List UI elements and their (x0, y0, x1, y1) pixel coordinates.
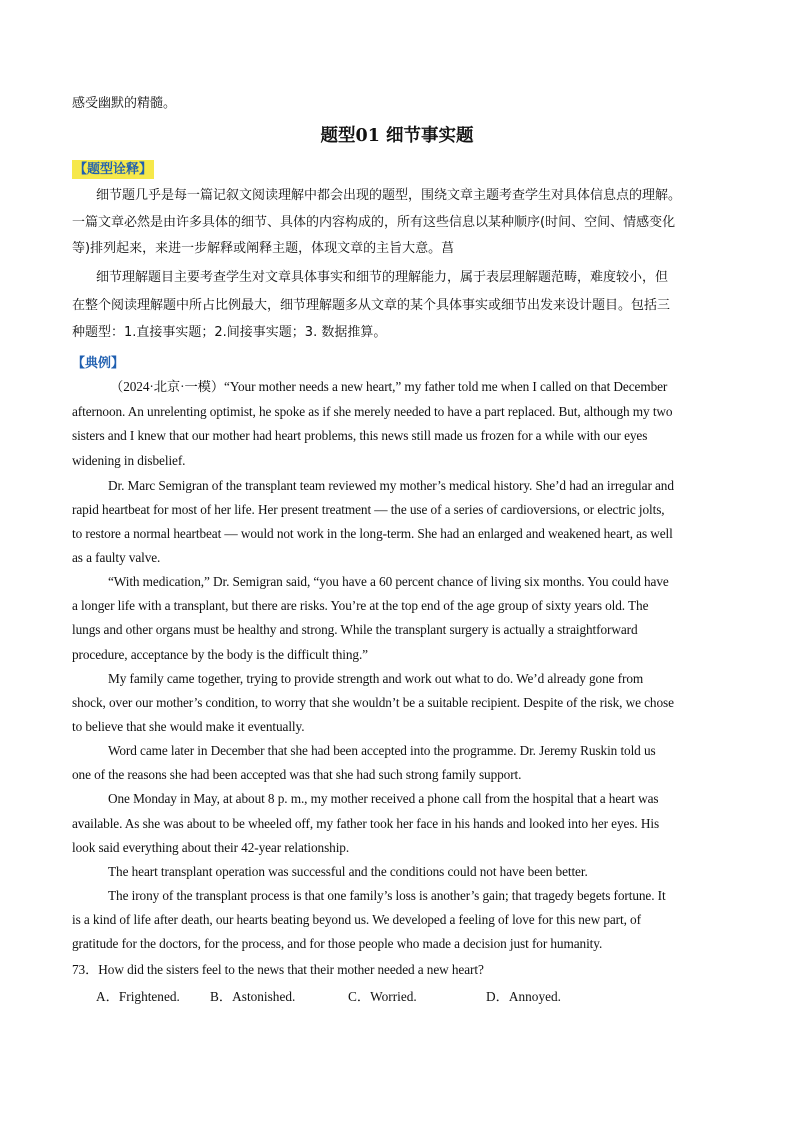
option-d[interactable]: D．Annoyed. (486, 989, 561, 1004)
intro-line: 在整个阅读理解题中所占比例最大，细节理解题多从文章的某个具体事实或细节出发来设计题目。包括三 (72, 298, 671, 313)
intro-line: 等)排列起来，来进一步解释或阐释主题，体现文章的主旨大意。菖 (72, 241, 455, 256)
passage-line: a longer life with a transplant, but there are risks. You’re at the top end of the age group of sixty years old. The (72, 598, 649, 613)
passage-line: available. As she was about to be wheeled off, my father took her face in his hands and looked into her eyes. His (72, 816, 660, 831)
passage-line: One Monday in May, at about 8 p. m., my mother received a phone call from the hospital that a heart was (108, 791, 659, 806)
intro-line: 一篇文章必然是由许多具体的细节、具体的内容构成的，所有这些信息以某种顺序(时间、空间、情感变化 (72, 215, 676, 230)
intro-line: 种题型：1.直接事实题；2.间接事实题；3. 数据推算。 (72, 325, 387, 340)
passage-line: rapid heartbeat for most of her life. Her present treatment — the use of a series of cardioversions, or electric jolts, (72, 502, 665, 517)
example-label: 【典例】 (72, 356, 125, 371)
passage-line: Word came later in December that she had been accepted into the programme. Dr. Jeremy Ruskin told us (108, 743, 656, 758)
page-title: 题型01 细节事实题 (320, 126, 474, 146)
intro-line: 细节理解题目主要考查学生对文章具体事实和细节的理解能力，属于表层理解题范畴，难度较小，但 (96, 270, 669, 285)
question-text: 73．How did the sisters feel to the news that their mother needed a new heart? (72, 962, 484, 977)
passage-line: one of the reasons she had been accepted was that she had such strong family support. (72, 767, 522, 782)
passage-line: shock, over our mother’s condition, to worry that she wouldn’t be a suitable recipient. Despite of the risk, we chose (72, 695, 674, 710)
passage-line: as a faulty valve. (72, 550, 161, 565)
passage-line: lungs and other organs must be healthy and strong. While the transplant surgery is actually a straightforward (72, 622, 638, 637)
option-c[interactable]: C．Worried. (348, 989, 417, 1004)
passage-line: “With medication,” Dr. Semigran said, “you have a 60 percent chance of living six months. You could have (108, 574, 669, 589)
option-a[interactable]: A．Frightened. (96, 989, 180, 1004)
passage-line: look said everything about their 42-year relationship. (72, 840, 350, 855)
passage-line: to restore a normal heartbeat — would not work in the long-term. She had an enlarged and weakened heart, as well (72, 526, 673, 541)
passage-line: My family came together, trying to provide strength and work out what to do. We’d already gone from (108, 671, 644, 686)
passage-line: （2024·北京·一模）“Your mother needs a new heart,” my father told me when I called on that December (110, 379, 668, 394)
passage-line: sisters and I knew that our mother had heart problems, this news still made us frozen for a while with our eyes (72, 428, 648, 443)
passage-line: gratitude for the doctors, for the process, and for those people who made a decision just for humanity. (72, 936, 603, 951)
passage-line: Dr. Marc Semigran of the transplant team reviewed my mother’s medical history. She’d had an irregular and (108, 478, 674, 493)
passage-line: afternoon. An unrelenting optimist, he spoke as if she merely needed to have a part replaced. But, although my two (72, 404, 673, 419)
intro-line: 细节题几乎是每一篇记叙文阅读理解中都会出现的题型，围绕文章主题考查学生对具体信息点的理解。 (96, 188, 682, 203)
passage-line: The irony of the transplant process is that one family’s loss is another’s gain; that tragedy begets fortune. It (108, 888, 666, 903)
option-b[interactable]: B．Astonished. (210, 989, 296, 1004)
passage-line: widening in disbelief. (72, 453, 186, 468)
passage-line: procedure, acceptance by the body is the difficult thing.” (72, 647, 368, 662)
passage-line: to believe that she would make it eventually. (72, 719, 305, 734)
passage-line: is a kind of life after death, our hearts beating beyond us. We developed a feeling of love for this new part, of (72, 912, 641, 927)
section-label: 【题型诠释】 (74, 162, 153, 177)
passage-line: The heart transplant operation was successful and the conditions could not have been better. (108, 864, 588, 879)
top-line: 感受幽默的精髓。 (72, 96, 177, 111)
